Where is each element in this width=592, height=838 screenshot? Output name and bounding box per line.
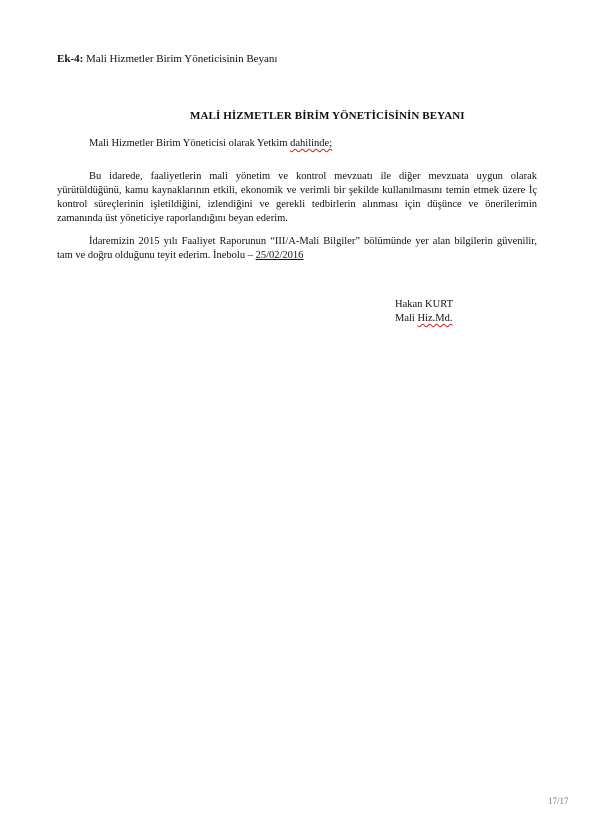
declaration-date: 25/02/2016 — [255, 250, 304, 261]
signatory-name: Hakan KURT — [395, 299, 453, 310]
document-title: MALİ HİZMETLER BİRİM YÖNETİCİSİNİN BEYANI — [190, 110, 465, 122]
confirmation-paragraph — [57, 235, 537, 263]
annex-text: Mali Hizmetler Birim Yöneticisinin Beyanı — [83, 53, 278, 65]
page-number: 17/17 — [548, 796, 569, 806]
signatory-title — [395, 312, 453, 326]
annex-label: Ek-4: — [57, 53, 84, 65]
signature-block — [395, 298, 453, 326]
declaration-paragraph: Bu idarede, faaliyetlerin mali yönetim ve kontrol mevzuatı ile diğer mevzuata uygun olarak yürütüldüğünü, kamu kaynaklarının etkili, ekonomik ve verimli bir şekilde kullanılmasını temin etmek üzere İç kontrol süreçlerinin işletildiğini, izlendiğini ve gerekli tedbirlerin alınması için düşünce ve önerilerimin zamanında üst yöneticiye raporlandığını beyan ederim. — [57, 171, 537, 224]
signatory-title-prefix: Mali — [395, 313, 418, 324]
signatory-title-abbrev: Hiz.Md. — [417, 313, 453, 324]
intro-text: Mali Hizmetler Birim Yöneticisi olarak Yetkim — [89, 138, 291, 149]
intro-line — [89, 137, 389, 151]
annex-heading — [57, 53, 277, 65]
intro-underlined-word: dahilinde; — [290, 138, 333, 149]
confirmation-text: İdaremizin 2015 yılı Faaliyet Raporunun “III/A-Mali Bilgiler” bölümünde yer alan bilgilerin güvenilir, tam ve doğru olduğunu teyit ederim. İnebolu – — [57, 236, 537, 261]
